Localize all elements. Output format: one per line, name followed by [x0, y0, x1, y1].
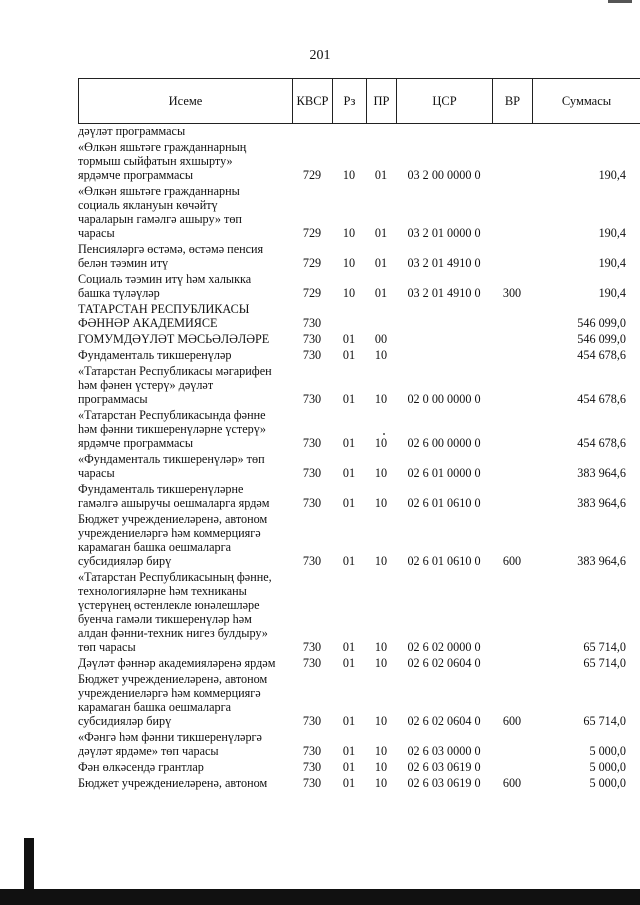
row-name-line: чарасы [78, 226, 115, 240]
row-sum: 383 964,6 [577, 466, 626, 480]
row-name [78, 272, 292, 300]
row-kvsr: 730 [302, 554, 322, 568]
row-sum: 190,4 [598, 226, 626, 240]
row-csr: 02 6 03 0000 0 [407, 744, 481, 758]
row-name-line: ФӘННӘР АКАДЕМИЯСЕ [78, 316, 218, 330]
row-name-line: төп чарасы [78, 640, 136, 654]
row-name [78, 482, 292, 510]
scan-speck [383, 433, 385, 435]
row-pr: 10 [374, 744, 388, 758]
row-name [78, 332, 292, 346]
table-row [78, 272, 640, 302]
row-name-line: «Өлкән яшьтәге гражданнарны [78, 184, 240, 198]
row-kvsr: 730 [302, 436, 322, 450]
row-kvsr: 730 [302, 744, 322, 758]
row-name [78, 656, 292, 670]
row-pr: 10 [374, 656, 388, 670]
table-row [78, 482, 640, 512]
row-vr: 300 [502, 286, 522, 300]
row-name [78, 570, 292, 654]
row-csr: 02 6 02 0000 0 [407, 640, 481, 654]
table-row [78, 760, 640, 776]
header-rz: Рз [332, 79, 366, 123]
row-name [78, 140, 292, 182]
row-name-line: социаль яклануын көчәйтү [78, 198, 218, 212]
table-row [78, 408, 640, 452]
row-kvsr: 730 [302, 760, 322, 774]
row-name [78, 512, 292, 568]
row-kvsr: 730 [302, 348, 322, 362]
header-vr: ВР [492, 79, 532, 123]
row-name [78, 730, 292, 758]
row-rz: 01 [342, 554, 356, 568]
row-name [78, 364, 292, 406]
row-kvsr: 730 [302, 714, 322, 728]
row-name [78, 184, 292, 240]
row-pr: 10 [374, 714, 388, 728]
row-name [78, 242, 292, 270]
row-vr: 600 [502, 554, 522, 568]
row-rz: 01 [342, 776, 356, 790]
row-name-line: тормыш сыйфатын яхшырту» [78, 154, 233, 168]
row-name-line: Фән өлкәсендә грантлар [78, 760, 204, 774]
row-kvsr: 730 [302, 392, 322, 406]
row-name-line: «Өлкән яшьтәге гражданнарның [78, 140, 247, 154]
row-name-line: Бюджет учреждениеләренә, автоном [78, 672, 268, 686]
row-name [78, 408, 292, 450]
table-row [78, 730, 640, 760]
row-sum: 65 714,0 [583, 656, 626, 670]
row-sum: 383 964,6 [577, 496, 626, 510]
table-row [78, 656, 640, 672]
budget-table [78, 78, 640, 792]
row-name-line: Дәүләт фәннәр академияләренә ярдәм [78, 656, 276, 670]
row-csr: 02 6 01 0610 0 [407, 554, 481, 568]
row-name-line: һәм фәнни тикшеренүләрне үстерү» [78, 422, 266, 436]
row-csr: 03 2 00 0000 0 [407, 168, 481, 182]
row-name-line: Фундаменталь тикшеренүләрне [78, 482, 244, 496]
row-pr: 10 [374, 466, 388, 480]
row-name-line: гамәлгә ашыручы оешмаларга ярдәм [78, 496, 270, 510]
table-row [78, 302, 640, 332]
row-csr: 02 6 02 0604 0 [407, 714, 481, 728]
row-pr: 01 [374, 286, 388, 300]
row-name-line: «Фундаменталь тикшеренүләр» төп [78, 452, 265, 466]
row-name [78, 760, 292, 774]
row-rz: 01 [342, 640, 356, 654]
row-name-line: алдан фәнни-техник нигез булдыру» [78, 626, 268, 640]
row-csr: 03 2 01 0000 0 [407, 226, 481, 240]
table-row [78, 184, 640, 242]
row-rz: 01 [342, 466, 356, 480]
row-pr: 10 [374, 760, 388, 774]
row-name-line: карамаган башка оешмаларга [78, 540, 232, 554]
row-name [78, 124, 292, 138]
header-sum: Суммасы [532, 79, 640, 123]
table-row [78, 452, 640, 482]
row-name-line: карамаган башка оешмаларга [78, 700, 232, 714]
row-vr: 600 [502, 714, 522, 728]
row-csr: 03 2 01 4910 0 [407, 256, 481, 270]
row-rz: 01 [342, 496, 356, 510]
row-name-line: «Татарстан Республикасының фәнне, [78, 570, 272, 584]
row-name-line: дәүләт ярдәме» төп чарасы [78, 744, 219, 758]
row-pr: 01 [374, 226, 388, 240]
row-name-line: буенча гамәли тикшеренүләр һәм [78, 612, 252, 626]
row-name-line: «Татарстан Республикасында фәнне [78, 408, 266, 422]
table-row [78, 672, 640, 730]
table-row [78, 776, 640, 792]
row-name-line: ГОМУМДӘҮЛӘТ МӘСЬӘЛӘЛӘРЕ [78, 332, 270, 346]
row-name [78, 452, 292, 480]
row-kvsr: 729 [302, 256, 322, 270]
row-name-line: учреждениеләргә һәм коммерциягә [78, 526, 261, 540]
row-sum: 190,4 [598, 168, 626, 182]
row-rz: 01 [342, 436, 356, 450]
row-name-line: дәүләт программасы [78, 124, 186, 138]
row-pr: 10 [374, 392, 388, 406]
row-csr: 02 6 02 0604 0 [407, 656, 481, 670]
scan-bottom-edge [0, 889, 640, 905]
row-rz: 01 [342, 656, 356, 670]
header-kvsr: КВСР [292, 79, 332, 123]
header-pr: ПР [366, 79, 396, 123]
table-row [78, 570, 640, 656]
page-number: 201 [309, 48, 331, 63]
row-name-line: Бюджет учреждениеләренә, автоном [78, 776, 268, 790]
row-name-line: башка түләүләр [78, 286, 160, 300]
row-name-line: Социаль тәэмин итү һәм халыкка [78, 272, 252, 286]
row-rz: 01 [342, 392, 356, 406]
row-rz: 01 [342, 744, 356, 758]
row-sum: 65 714,0 [583, 714, 626, 728]
row-csr: 02 6 00 0000 0 [407, 436, 481, 450]
row-csr: 02 0 00 0000 0 [407, 392, 481, 406]
row-sum: 546 099,0 [577, 316, 626, 330]
row-name-line: «Фәнгә һәм фәнни тикшеренүләргә [78, 730, 262, 744]
row-sum: 5 000,0 [589, 776, 626, 790]
row-rz: 01 [342, 760, 356, 774]
row-sum: 454 678,6 [577, 436, 626, 450]
row-csr: 02 6 01 0000 0 [407, 466, 481, 480]
row-name-line: үстерүнең өстенлекле юнәлешләре [78, 598, 260, 612]
row-kvsr: 729 [302, 286, 322, 300]
row-name [78, 302, 292, 330]
row-name-line: Фундаменталь тикшеренүләр [78, 348, 232, 362]
table-row [78, 242, 640, 272]
row-kvsr: 729 [302, 226, 322, 240]
table-body [78, 124, 640, 792]
row-rz: 10 [342, 226, 356, 240]
row-pr: 10 [374, 496, 388, 510]
row-pr: 10 [374, 776, 388, 790]
row-pr: 01 [374, 168, 388, 182]
row-sum: 65 714,0 [583, 640, 626, 654]
row-rz: 01 [342, 348, 356, 362]
table-header [78, 78, 640, 124]
row-name-line: белән тәэмин итү [78, 256, 169, 270]
row-sum: 190,4 [598, 286, 626, 300]
row-pr: 10 [374, 348, 388, 362]
row-name-line: Пенсияләргә өстәмә, өстәмә пенсия [78, 242, 264, 256]
row-rz: 10 [342, 168, 356, 182]
row-kvsr: 730 [302, 776, 322, 790]
row-name-line: учреждениеләргә һәм коммерциягә [78, 686, 261, 700]
row-sum: 5 000,0 [589, 760, 626, 774]
row-sum: 5 000,0 [589, 744, 626, 758]
row-name-line: чарасы [78, 466, 115, 480]
scan-corner-mark [608, 0, 632, 3]
row-name-line: субсидияләр бирү [78, 554, 172, 568]
row-pr: 10 [374, 436, 388, 450]
row-name-line: технологияләрне һәм техниканы [78, 584, 247, 598]
row-name-line: субсидияләр бирү [78, 714, 172, 728]
row-sum: 383 964,6 [577, 554, 626, 568]
row-rz: 01 [342, 332, 356, 346]
row-name-line: «Татарстан Республикасы мәгарифен [78, 364, 272, 378]
row-rz: 10 [342, 256, 356, 270]
row-name-line: чараларын гамәлгә ашыру» төп [78, 212, 242, 226]
header-csr: ЦСР [396, 79, 492, 123]
row-rz: 01 [342, 714, 356, 728]
row-pr: 10 [374, 554, 388, 568]
row-name [78, 672, 292, 728]
row-kvsr: 730 [302, 466, 322, 480]
row-csr: 03 2 01 4910 0 [407, 286, 481, 300]
table-row [78, 332, 640, 348]
row-kvsr: 730 [302, 640, 322, 654]
row-name-line: ярдәмче программасы [78, 168, 194, 182]
row-name-line: һәм фәнен үстерү» дәүләт [78, 378, 214, 392]
row-kvsr: 730 [302, 656, 322, 670]
row-name-line: Бюджет учреждениеләренә, автоном [78, 512, 268, 526]
row-kvsr: 730 [302, 332, 322, 346]
table-row [78, 140, 640, 184]
row-sum: 454 678,6 [577, 392, 626, 406]
row-vr: 600 [502, 776, 522, 790]
row-pr: 00 [374, 332, 388, 346]
header-name: Исеме [78, 79, 292, 123]
row-sum: 190,4 [598, 256, 626, 270]
row-csr: 02 6 03 0619 0 [407, 776, 481, 790]
table-row [78, 512, 640, 570]
row-name-line: программасы [78, 392, 148, 406]
row-kvsr: 730 [302, 496, 322, 510]
table-row [78, 348, 640, 364]
table-row [78, 124, 640, 140]
row-sum: 546 099,0 [577, 332, 626, 346]
row-rz: 10 [342, 286, 356, 300]
row-name [78, 776, 292, 790]
row-name-line: ярдәмче программасы [78, 436, 194, 450]
table-row [78, 364, 640, 408]
row-name-line: ТАТАРСТАН РЕСПУБЛИКАСЫ [78, 302, 250, 316]
row-kvsr: 730 [302, 316, 322, 330]
row-name [78, 348, 292, 362]
row-csr: 02 6 01 0610 0 [407, 496, 481, 510]
row-csr: 02 6 03 0619 0 [407, 760, 481, 774]
row-sum: 454 678,6 [577, 348, 626, 362]
row-kvsr: 729 [302, 168, 322, 182]
row-pr: 10 [374, 640, 388, 654]
row-pr: 01 [374, 256, 388, 270]
